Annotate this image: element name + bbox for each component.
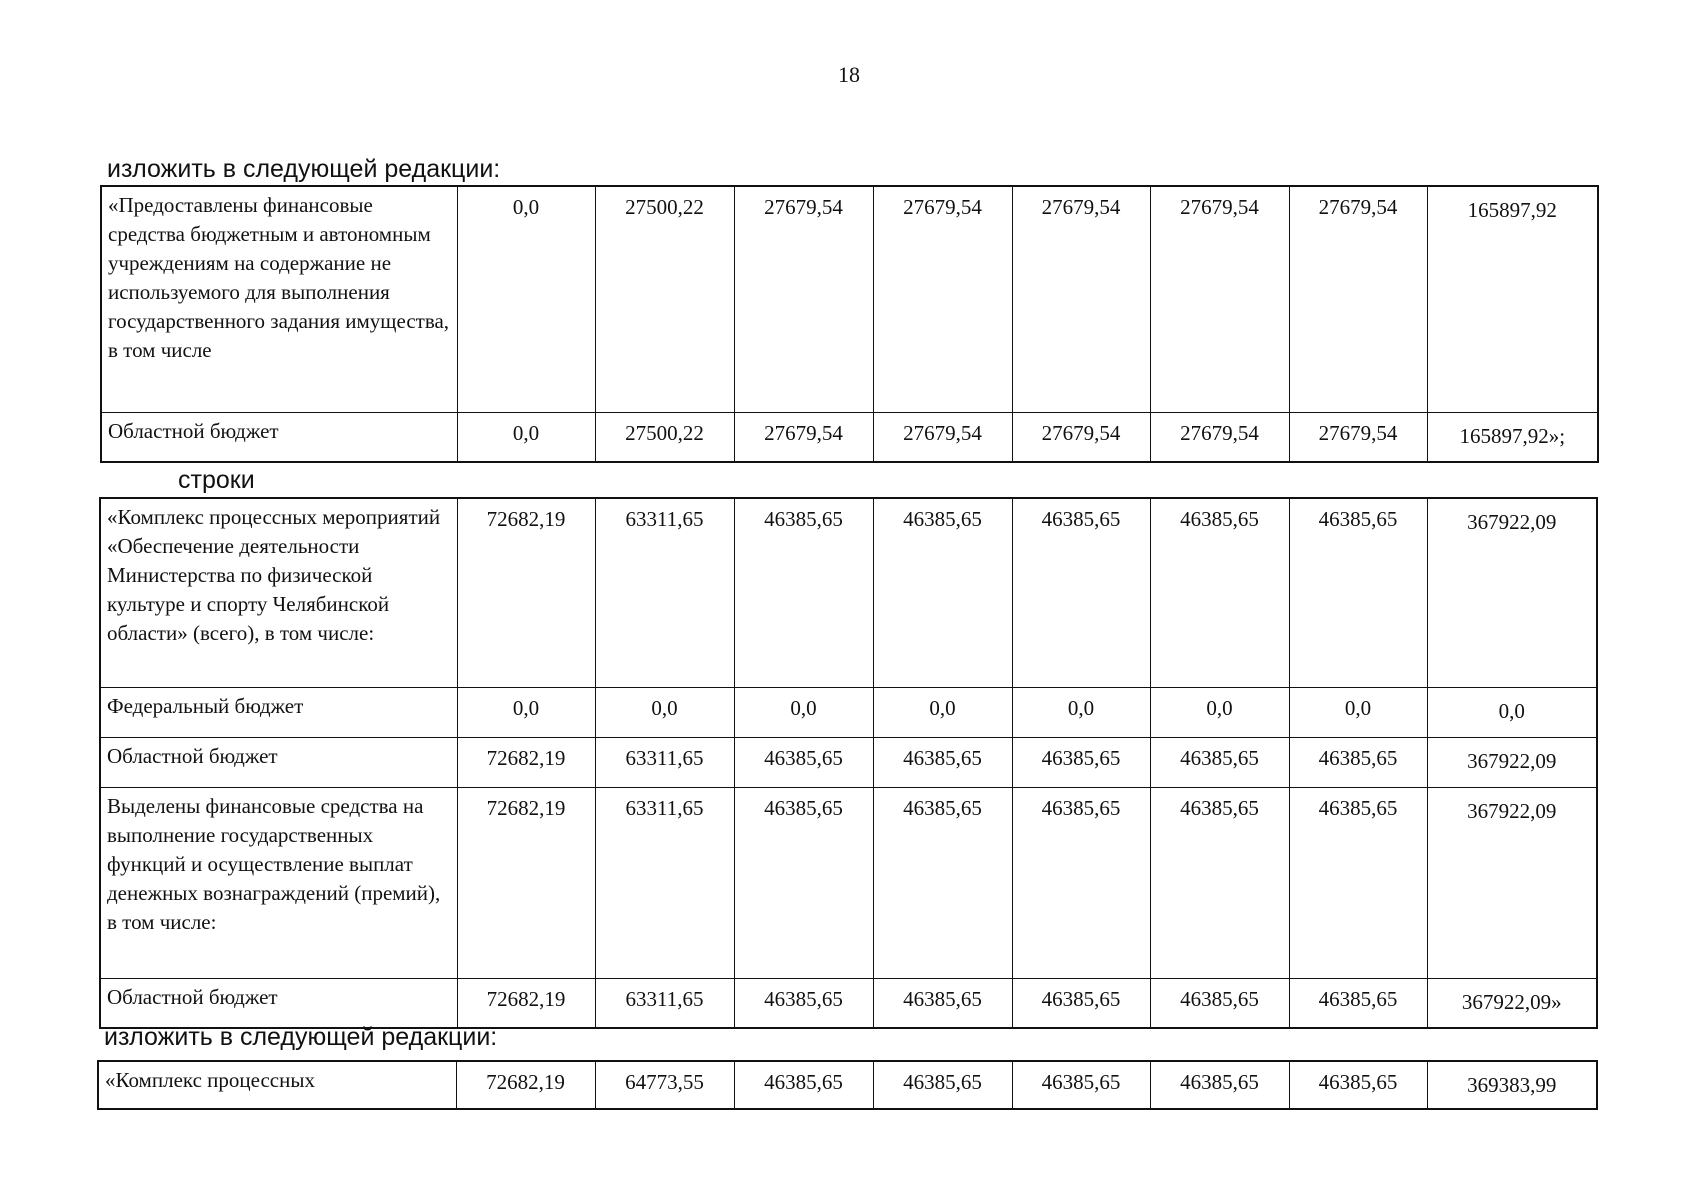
value-cell: 0,0 — [595, 687, 734, 737]
value-cell: 0,0 — [1289, 687, 1427, 737]
value-cell: 0,0 — [873, 687, 1012, 737]
row-label: Областной бюджет — [100, 978, 457, 1028]
value-cell: 0,0 — [457, 687, 595, 737]
total-cell: 367922,09 — [1427, 737, 1597, 787]
value-cell: 46385,65 — [1150, 737, 1289, 787]
value-cell: 0,0 — [457, 412, 595, 462]
total-cell: 0,0 — [1427, 687, 1597, 737]
value-cell: 46385,65 — [734, 787, 873, 978]
row-label: Областной бюджет — [101, 412, 457, 462]
value-cell: 63311,65 — [595, 498, 734, 687]
caption-new-edition-2: изложить в следующей редакции: — [104, 1023, 498, 1051]
budget-table-replacement-2 — [97, 1060, 1598, 1110]
page-number: 18 — [838, 62, 860, 87]
value-cell: 46385,65 — [734, 978, 873, 1028]
value-cell: 27679,54 — [734, 186, 873, 412]
budget-table-replacement-1 — [100, 185, 1599, 463]
value-cell: 27679,54 — [1012, 412, 1150, 462]
value-cell: 46385,65 — [873, 498, 1012, 687]
value-cell: 46385,65 — [1289, 737, 1427, 787]
row-label: «Комплекс процессных мероприятий «Обеспечение деятельности Министерства по физической культуре и спорту Челябинской области» (всего), в том числе: — [100, 498, 457, 687]
total-cell: 369383,99 — [1427, 1061, 1597, 1109]
value-cell: 46385,65 — [1012, 737, 1150, 787]
caption-new-edition: изложить в следующей редакции: — [107, 155, 501, 183]
value-cell: 27679,54 — [1150, 412, 1289, 462]
value-cell: 63311,65 — [595, 787, 734, 978]
row-label: Областной бюджет — [100, 737, 457, 787]
value-cell: 0,0 — [734, 687, 873, 737]
total-cell: 367922,09 — [1427, 787, 1597, 978]
value-cell: 72682,19 — [457, 737, 595, 787]
value-cell: 64773,55 — [595, 1061, 734, 1109]
total-cell: 367922,09 — [1427, 498, 1597, 687]
total-cell: 165897,92»; — [1427, 412, 1598, 462]
value-cell: 46385,65 — [1012, 1061, 1150, 1109]
value-cell: 46385,65 — [873, 787, 1012, 978]
value-cell: 46385,65 — [1289, 787, 1427, 978]
value-cell: 0,0 — [457, 186, 595, 412]
table-row — [100, 787, 1597, 978]
value-cell: 27679,54 — [873, 186, 1012, 412]
value-cell: 46385,65 — [1150, 498, 1289, 687]
row-label: Федеральный бюджет — [100, 687, 457, 737]
value-cell: 63311,65 — [595, 737, 734, 787]
value-cell: 27500,22 — [595, 186, 734, 412]
value-cell: 0,0 — [1012, 687, 1150, 737]
table-row — [100, 737, 1597, 787]
total-cell: 165897,92 — [1427, 186, 1598, 412]
value-cell: 46385,65 — [734, 737, 873, 787]
value-cell: 46385,65 — [1150, 1061, 1289, 1109]
budget-table-old-rows — [99, 497, 1598, 1029]
row-label: «Предоставлены финансовые средства бюджетным и автономным учреждениям на содержание не используемого для выполнения государственного задания имущества, в том числе — [101, 186, 457, 412]
value-cell: 46385,65 — [734, 498, 873, 687]
value-cell: 46385,65 — [1289, 498, 1427, 687]
value-cell: 46385,65 — [1012, 978, 1150, 1028]
value-cell: 72682,19 — [457, 498, 595, 687]
table-row — [100, 687, 1597, 737]
table-row — [100, 498, 1597, 687]
value-cell: 46385,65 — [1012, 498, 1150, 687]
value-cell: 46385,65 — [873, 737, 1012, 787]
value-cell: 72682,19 — [456, 1061, 595, 1109]
value-cell: 27500,22 — [595, 412, 734, 462]
row-label: Выделены финансовые средства на выполнение государственных функций и осуществление выплат денежных вознаграждений (премий), в том числе: — [100, 787, 457, 978]
value-cell: 27679,54 — [1012, 186, 1150, 412]
value-cell: 46385,65 — [734, 1061, 873, 1109]
value-cell: 27679,54 — [1289, 412, 1427, 462]
value-cell: 46385,65 — [1289, 978, 1427, 1028]
total-cell: 367922,09» — [1427, 978, 1597, 1028]
value-cell: 27679,54 — [873, 412, 1012, 462]
table-row — [101, 412, 1598, 462]
row-label: «Комплекс процессных — [98, 1061, 456, 1109]
value-cell: 46385,65 — [1012, 787, 1150, 978]
caption-rows: строки — [178, 466, 255, 494]
value-cell: 27679,54 — [1289, 186, 1427, 412]
value-cell: 46385,65 — [1150, 787, 1289, 978]
table-row — [100, 978, 1597, 1028]
table-row — [101, 186, 1598, 412]
value-cell: 63311,65 — [595, 978, 734, 1028]
value-cell: 72682,19 — [457, 787, 595, 978]
value-cell: 27679,54 — [734, 412, 873, 462]
value-cell: 46385,65 — [1289, 1061, 1427, 1109]
table-row — [98, 1061, 1597, 1109]
value-cell: 27679,54 — [1150, 186, 1289, 412]
value-cell: 0,0 — [1150, 687, 1289, 737]
value-cell: 46385,65 — [873, 1061, 1012, 1109]
value-cell: 46385,65 — [873, 978, 1012, 1028]
value-cell: 46385,65 — [1150, 978, 1289, 1028]
value-cell: 72682,19 — [457, 978, 595, 1028]
